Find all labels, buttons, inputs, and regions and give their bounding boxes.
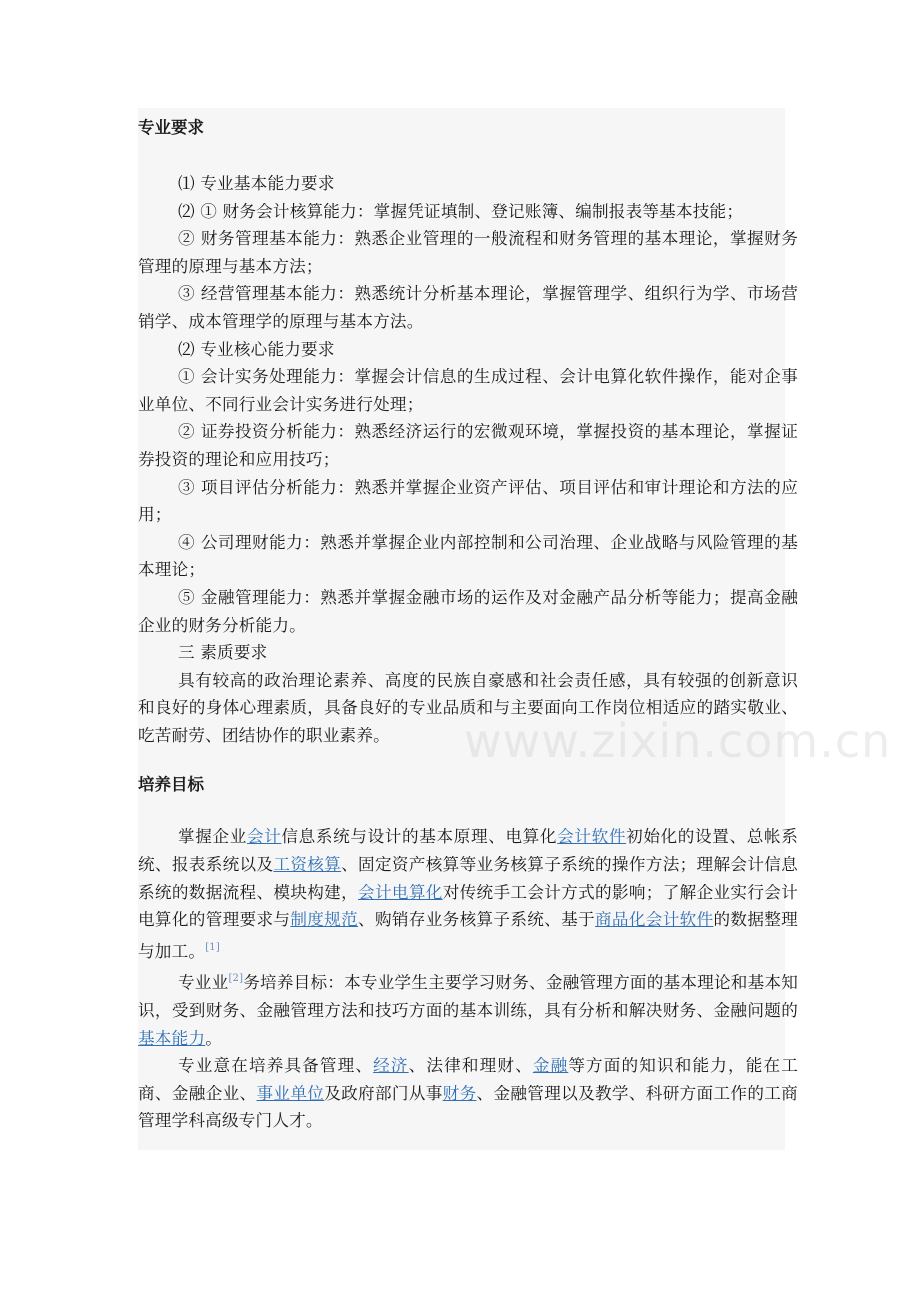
link-accounting-computerization[interactable]: 会计电算化 — [358, 882, 443, 902]
text: 、固定资产核算等业务核算子系统的操作方法；理解会计信息系统的数据流程、模块构建， — [138, 855, 798, 902]
link-institutional-norms[interactable]: 制度规范 — [290, 910, 359, 930]
requirement-item: 三 素质要求 — [178, 643, 268, 663]
objective-paragraph-3 — [138, 1052, 798, 1135]
requirement-item: ⑴ 专业基本能力要求 — [178, 174, 335, 193]
link-economy[interactable]: 经济 — [373, 1056, 409, 1076]
requirement-item: ⑤ 金融管理能力：熟悉并掌握金融市场的运作及对金融产品分析等能力；提高金融企业的财务分析能力。 — [138, 587, 798, 635]
link-commercial-accounting-software[interactable]: 商品化会计软件 — [595, 910, 714, 930]
text: 及政府部门从事 — [324, 1083, 443, 1103]
citation-ref-1[interactable]: [1] — [205, 941, 220, 953]
requirement-item: ⑵ ① 财务会计核算能力：掌握凭证填制、登记账簿、编制报表等基本技能； — [178, 201, 744, 221]
text: 务培养目标：本专业学生主要学习财务、金融管理方面的基本理论和基本知识，受到财务、金融管理方法和技巧方面的基本训练，具有分析和解决财务、金融问题的 — [138, 973, 798, 1021]
requirement-item: 具有较高的政治理论素养、高度的民族自豪感和社会责任感，具有较强的创新意识和良好的身体心理素质，具备良好的专业品质和与主要面向工作岗位相适应的踏实敬业、吃苦耐劳、团结协作的职业素养。 — [138, 670, 798, 745]
link-accounting-software[interactable]: 会计软件 — [557, 827, 627, 847]
link-finance[interactable]: 金融 — [532, 1056, 569, 1076]
link-accounting[interactable]: 会计 — [246, 827, 282, 847]
requirement-item: ① 会计实务处理能力：掌握会计信息的生成过程、会计电算化软件操作，能对企事业单位、不同行业会计实务进行处理； — [138, 367, 798, 414]
text: 对传统手工会计方式的影响；了解企业实行会计电算化的管理要求与 — [138, 882, 799, 930]
citation-ref-2[interactable]: [2] — [228, 973, 244, 985]
section-title-objectives: 培养目标 — [138, 775, 204, 795]
text: 初始化的设置、总帐系统、报表系统以及 — [138, 827, 798, 875]
text: 的数据整理与加工。 — [138, 910, 798, 961]
text: 、购销存业务核算子系统、基于 — [358, 910, 595, 930]
text: 、金融管理以及教学、科研方面工作的工商管理学科高级专门人才。 — [138, 1083, 798, 1131]
text: 信息系统与设计的基本原理、电算化 — [281, 827, 558, 847]
link-public-institution[interactable]: 事业单位 — [256, 1083, 325, 1103]
requirement-item: ④ 公司理财能力：熟悉并掌握企业内部控制和公司治理、企业战略与风险管理的基本理论； — [138, 532, 798, 580]
document-page — [138, 108, 892, 1150]
section-title-requirements: 专业要求 — [138, 118, 204, 137]
requirement-item: ③ 经营管理基本能力：熟悉统计分析基本理论，掌握管理学、组织行为学、市场营销学、成本管理学的原理与基本方法。 — [138, 284, 798, 331]
requirement-item: ② 财务管理基本能力：熟悉企业管理的一般流程和财务管理的基本理论，掌握财务管理的原理与基本方法； — [138, 229, 798, 276]
text: 、法律和理财、 — [408, 1056, 533, 1076]
requirement-item: ③ 项目评估分析能力：熟悉并掌握企业资产评估、项目评估和审计理论和方法的应用； — [138, 477, 798, 525]
text: 等方面的知识和能力，能在工商、金融企业、 — [138, 1056, 798, 1103]
text: 专业意在培养具备管理、 — [178, 1056, 374, 1076]
requirement-item: ② 证券投资分析能力：熟悉经济运行的宏微观环境，掌握投资的基本理论，掌握证券投资的理论和应用技巧； — [138, 422, 798, 469]
objective-paragraph-2 — [138, 965, 798, 1052]
link-basic-ability[interactable]: 基本能力 — [138, 1028, 206, 1048]
watermark: www.zixin.com.cn — [464, 714, 892, 768]
text: 专业业 — [178, 973, 229, 993]
requirement-item: ⑵ 专业核心能力要求 — [178, 339, 335, 359]
text: 掌握企业 — [178, 827, 247, 847]
document-content — [138, 108, 798, 1135]
link-financial-affairs[interactable]: 财务 — [442, 1083, 477, 1103]
text: 。 — [205, 1028, 222, 1048]
link-payroll-accounting[interactable]: 工资核算 — [273, 855, 342, 875]
objective-paragraph-1 — [138, 823, 798, 965]
